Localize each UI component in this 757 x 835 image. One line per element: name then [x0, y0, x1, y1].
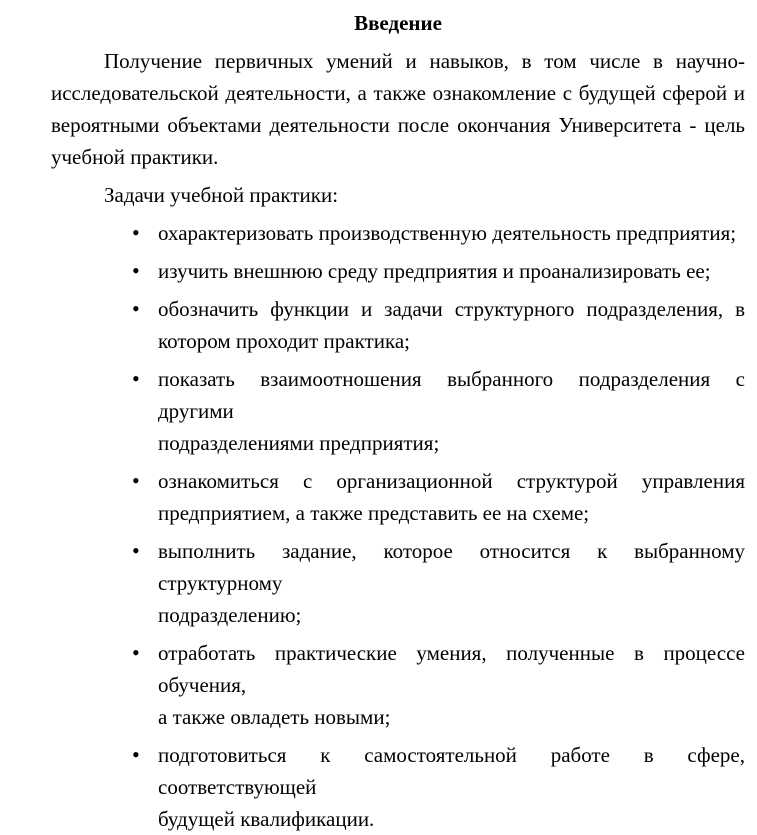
- bullet-icon: •: [132, 258, 140, 283]
- text-line: изучить внешнюю среду предприятия и проанализировать ее;: [158, 259, 711, 283]
- bullet-icon: •: [132, 640, 140, 665]
- list-item: [51, 293, 745, 357]
- text-line: обозначить функции и задачи структурного подразделения, в: [158, 297, 745, 321]
- text-line: исследовательской деятельности, а также ознакомление с будущей сферой и: [51, 81, 745, 105]
- bullet-icon: •: [132, 538, 140, 563]
- text-line: показать взаимоотношения выбранного подразделения с другими: [158, 367, 745, 423]
- task-lines: [158, 465, 745, 529]
- bullet-icon: •: [132, 468, 140, 493]
- list-item: [51, 637, 745, 733]
- page-title: Введение: [354, 11, 442, 35]
- bullet-icon: •: [132, 742, 140, 767]
- text-line: вероятными объектами деятельности после окончания Университета - цель: [51, 113, 745, 137]
- list-item: [51, 535, 745, 631]
- intro-paragraph: [51, 45, 745, 173]
- list-item: [51, 363, 745, 459]
- bullet-icon: •: [132, 296, 140, 321]
- task-lines: [158, 255, 745, 287]
- task-lines: [158, 293, 745, 357]
- text-line: будущей квалификации.: [158, 807, 375, 831]
- text-line: Получение первичных умений и навыков, в том числе в научно-: [104, 49, 745, 73]
- tasks-list: [51, 217, 745, 835]
- text-line: подготовиться к самостоятельной работе в сфере, соответствующей: [158, 743, 745, 799]
- text-line: предприятием, а также представить ее на схеме;: [158, 501, 590, 525]
- list-item: [51, 739, 745, 835]
- text-line: охарактеризовать производственную деятельность предприятия;: [158, 221, 737, 245]
- bullet-icon: •: [132, 220, 140, 245]
- text-line: а также овладеть новыми;: [158, 705, 391, 729]
- text-line: ознакомиться с организационной структурой управления: [158, 469, 745, 493]
- task-lines: [158, 739, 745, 835]
- list-item: [51, 255, 745, 287]
- bullet-icon: •: [132, 366, 140, 391]
- list-item: [51, 465, 745, 529]
- text-line: выполнить задание, которое относится к выбранному структурному: [158, 539, 745, 595]
- list-item: [51, 217, 745, 249]
- tasks-heading: Задачи учебной практики:: [104, 183, 339, 207]
- text-line: учебной практики.: [51, 145, 219, 169]
- text-line: отработать практические умения, полученные в процессе обучения,: [158, 641, 745, 697]
- task-lines: [158, 217, 745, 249]
- task-lines: [158, 535, 745, 631]
- text-line: котором проходит практика;: [158, 329, 410, 353]
- task-lines: [158, 363, 745, 459]
- task-lines: [158, 637, 745, 733]
- text-line: подразделениями предприятия;: [158, 431, 440, 455]
- text-line: подразделению;: [158, 603, 302, 627]
